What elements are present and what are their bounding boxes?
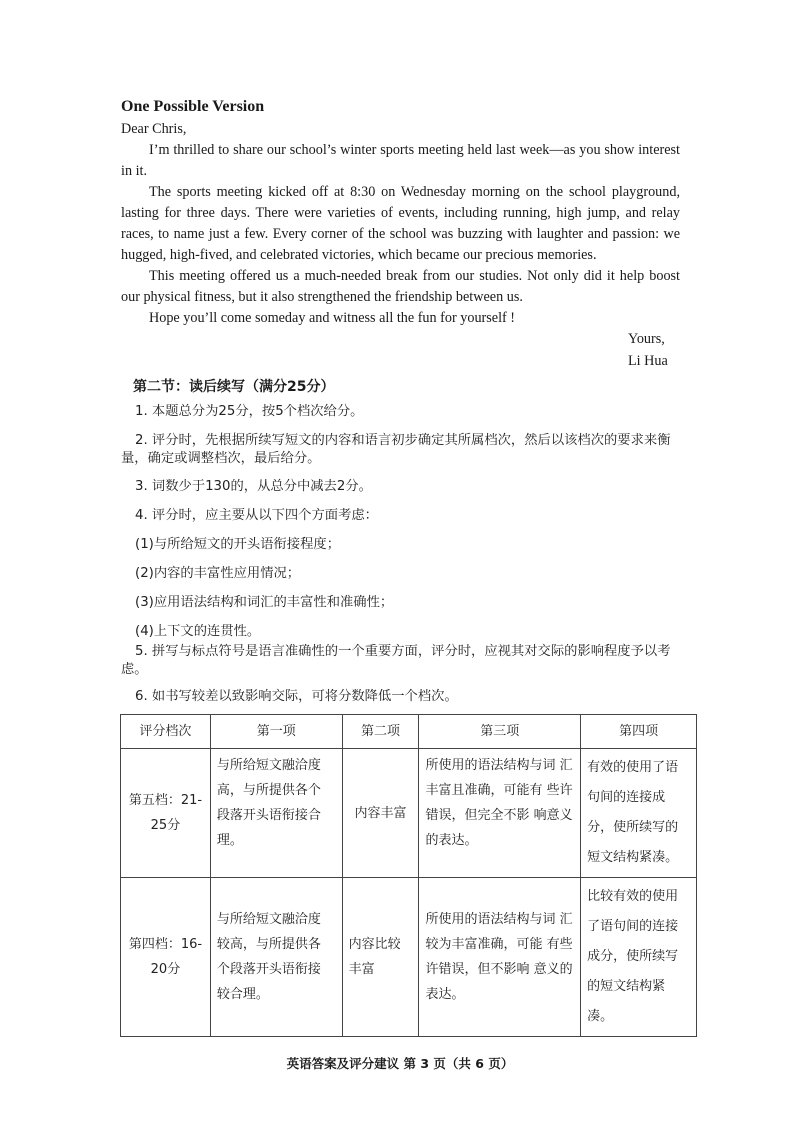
greeting: Dear Chris, bbox=[121, 121, 187, 137]
rule-4-1: (1)与所给短文的开头语衔接程度； bbox=[135, 537, 340, 552]
table-cell: 所使用的语法结构与词 汇较为丰富准确，可能 有些许错误，但不影响 意义的表达。 bbox=[419, 878, 581, 1037]
paragraph: I’m thrilled to share our school’s winter sports meeting held last week—as you show interest in it. bbox=[121, 142, 680, 179]
section-heading: 第二节：读后续写（满分25分） bbox=[133, 379, 335, 395]
scoring-table bbox=[120, 714, 697, 1037]
rule-2: 2. 评分时，先根据所续写短文的内容和语言初步确定其所属档次，然后以该档次的要求来衡量，确定或调整档次，最后给分。 bbox=[121, 433, 671, 466]
paragraph: Hope you’ll come someday and witness all the fun for yourself ! bbox=[149, 310, 516, 326]
rule-6: 6. 如书写较差以致影响交际，可将分数降低一个档次。 bbox=[135, 689, 458, 704]
paragraph: This meeting offered us a much-needed break from our studies. Not only did it help boost our physical fitness, but it also strengthened the friendship between us. bbox=[121, 268, 680, 305]
signature: Li Hua bbox=[628, 353, 668, 369]
table-cell: 有效的使用了语句间的连接成分，使所续写的短文结构紧凑。 bbox=[581, 749, 697, 878]
table-row bbox=[121, 878, 697, 1037]
grade-cell: 第五档：21-25分 bbox=[121, 749, 211, 878]
rule-3: 3. 词数少于130的，从总分中减去2分。 bbox=[135, 479, 372, 494]
table-cell: 内容比较 丰富 bbox=[342, 878, 419, 1037]
table-header-row bbox=[121, 715, 697, 749]
grade-cell: 第四档：16-20分 bbox=[121, 878, 211, 1037]
rule-4: 4. 评分时，应主要从以下四个方面考虑： bbox=[135, 508, 378, 523]
rule-1: 1. 本题总分为25分，按5个档次给分。 bbox=[135, 404, 364, 419]
rule-4-3: (3)应用语法结构和词汇的丰富性和准确性； bbox=[135, 595, 394, 610]
rule-5: 5. 拼写与标点符号是语言准确性的一个重要方面，评分时，应视其对交际的影响程度予以考虑。 bbox=[121, 644, 671, 677]
column-header: 第一项 bbox=[210, 715, 342, 749]
column-header: 评分档次 bbox=[121, 715, 211, 749]
table-cell: 与所给短文融洽度 较高，与所提供各 个段落开头语衔接 较合理。 bbox=[210, 878, 342, 1037]
column-header: 第三项 bbox=[419, 715, 581, 749]
table-cell: 所使用的语法结构与词 汇丰富且准确，可能有 些许错误，但完全不影 响意义的表达。 bbox=[419, 749, 581, 878]
table-cell: 比较有效的使用了语句间的连接成分，使所续写的短文结构紧凑。 bbox=[581, 878, 697, 1037]
table-cell: 内容丰富 bbox=[342, 749, 419, 878]
closing: Yours, bbox=[628, 331, 665, 347]
rule-4-4: (4)上下文的连贯性。 bbox=[135, 624, 261, 639]
page-footer: 英语答案及评分建议 第 3 页（共 6 页） bbox=[286, 1056, 514, 1071]
paragraph: The sports meeting kicked off at 8:30 on Wednesday morning on the school playground, lasting for three days. There were varieties of events, including running, high jump, and relay races, to name just a few. Every corner of the school was buzzing with laughter and passion: we hugged, high-fived, and celebrated victories, which became our precious memories. bbox=[121, 184, 680, 263]
letter-body bbox=[121, 119, 680, 329]
letter-title: One Possible Version bbox=[121, 98, 265, 115]
column-header: 第二项 bbox=[342, 715, 419, 749]
column-header: 第四项 bbox=[581, 715, 697, 749]
table-cell: 与所给短文融洽度 高，与所提供各个 段落开头语衔接合 理。 bbox=[210, 749, 342, 878]
table-row bbox=[121, 749, 697, 878]
rule-4-2: (2)内容的丰富性应用情况； bbox=[135, 566, 301, 581]
